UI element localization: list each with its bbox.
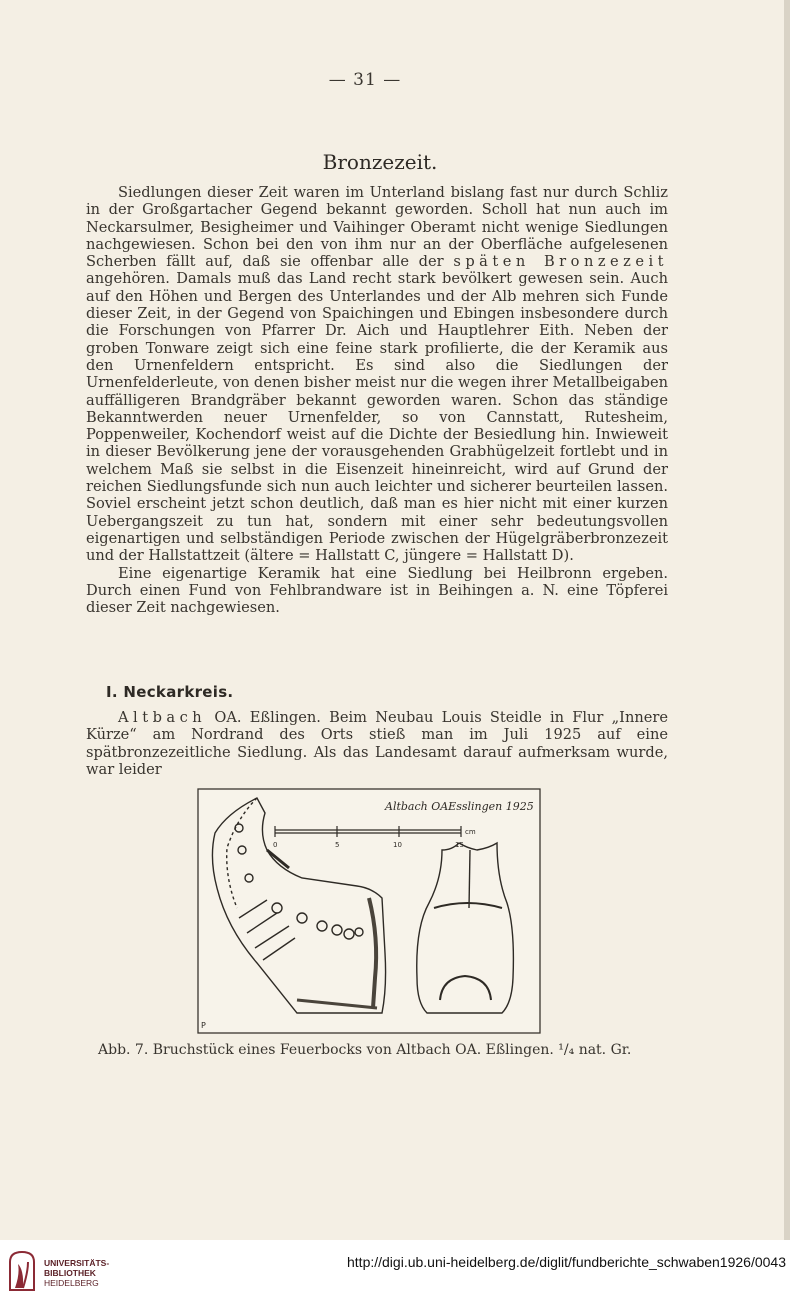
paragraph: Eine eigenartige Keramik hat eine Siedlung bei Heilbronn ergeben. Durch einen Fund von Fehlbrandware ist in Beihingen a. N. eine Töpferei dieser Zeit nachgewiesen. — [86, 564, 668, 617]
scale-label: 10 — [393, 841, 402, 849]
figure-inscription: Altbach OAEsslingen 1925 — [385, 800, 534, 813]
emphasized-term: späten Bronzezeit — [453, 253, 669, 271]
figure-corner-mark: P — [201, 1021, 206, 1030]
firedog-drawing — [197, 788, 541, 1034]
neckarkreis-text — [86, 709, 668, 778]
figure-caption: Abb. 7. Bruchstück eines Feuerbocks von Altbach OA. Eßlingen. ¹/₄ nat. Gr. — [98, 1042, 632, 1058]
source-url-link[interactable]: http://digi.ub.uni-heidelberg.de/diglit/fundberichte_schwaben1926/0043 — [347, 1254, 786, 1270]
place-name: Altbach — [118, 709, 207, 726]
chapter-heading: Bronzezeit. — [322, 150, 438, 174]
page-edge — [784, 0, 790, 1240]
library-logo[interactable] — [8, 1248, 148, 1292]
footer-bar — [0, 1240, 796, 1301]
scale-label: 5 — [335, 841, 340, 849]
paragraph: Siedlungen dieser Zeit waren im Unterland bislang fast nur durch Schliz in der Großgartacher Gegend bekannt geworden. Scholl hat nun auch im Neckarsulmer, Besigheimer und Vaihinger Oberamt nicht wenige Siedlungen nachgewiesen. Schon bei den von ihm nur an der Oberfläche aufgelesenen Scherben fällt auf, daß sie offenbar alle der späten Bronzezeit angehören. Damals muß das Land recht stark bevölkert gewesen sein. Auch auf den Höhen und Bergen des Unterlandes und der Alb mehren sich Funde dieser Zeit, in der Gegend von Spaichingen und Ebingen insbesondere durch die Forschungen von Pfarrer Dr. Aich und Hauptlehrer Eith. Neben der groben Tonware zeigt sich eine feine stark profilierte, die der Keramik aus den Urnenfeldern entspricht. Es sind also die Siedlungen der Urnenfelderleute, von denen bisher meist nur die wegen ihrer Metallbeigaben auffälligeren Brandgräber bekannt geworden waren. Schon das ständige Bekanntwerden neuer Urnenfelder, so von Cannstatt, Rutesheim, Poppenweiler, Kochendorf weist auf die Dichte der Besiedlung hin. Inwieweit in dieser Bevölkerung jene der vorausgehenden Grabhügelzeit fortlebt und in welchem Maß sie selbst in die Eisenzeit hineinreicht, wird auf Grund der reichen Siedlungsfunde sich nun auch leichter und sicherer beurteilen lassen. Soviel erscheint jetzt schon deutlich, daß man es hier nicht mit einer kurzen Uebergangszeit zu tun hat, sondern mit einer sehr bedeutungsvollen eigenartigen und selbständigen Periode zwischen der Hügelgräberbronzezeit und der Hallstattzeit (ältere = Hallstatt C, jüngere = Hallstatt D). — [86, 184, 669, 565]
scale-unit: cm — [465, 828, 476, 836]
figure-drawing — [197, 788, 541, 1034]
intro-text — [86, 184, 668, 616]
scale-label: 15 — [455, 841, 464, 849]
paragraph: Altbach OA. Eßlingen. Beim Neubau Louis Steidle in Flur „Innere Kürze“ am Nordrand des Orts stieß man im Juli 1925 auf eine spätbronzezeitliche Siedlung. Als das Landesamt darauf aufmerksam wurde, war leider — [86, 709, 668, 778]
page-number: — 31 — — [328, 70, 402, 90]
library-emblem-icon — [8, 1248, 38, 1292]
section-title: I. Neckarkreis. — [106, 683, 234, 701]
library-name: UNIVERSITÄTS- BIBLIOTHEK HEIDELBERG — [44, 1258, 110, 1288]
scale-label: 0 — [273, 841, 278, 849]
